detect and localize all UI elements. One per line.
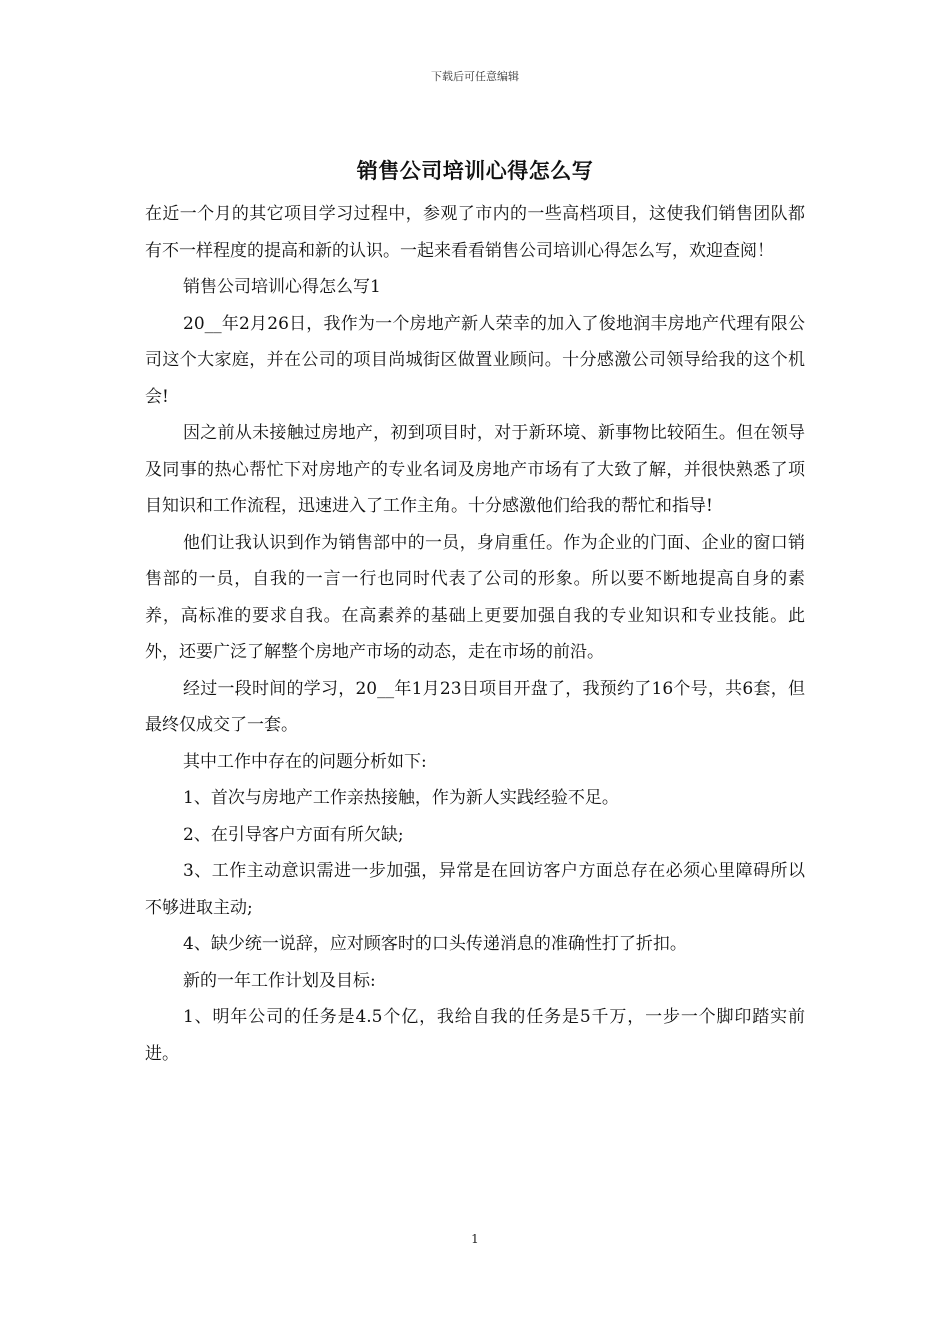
list-item: 1、首次与房地产工作亲热接触，作为新人实践经验不足。 xyxy=(183,788,619,808)
header-note: 下载后可任意编辑 xyxy=(431,70,519,83)
paragraph: 经过一段时间的学习，20__年1月23日项目开盘了，我预约了16个号，共6套，但最终仅成交了一套。 xyxy=(145,678,805,735)
page-number: 1 xyxy=(471,1232,479,1246)
document-title: 销售公司培训心得怎么写 xyxy=(356,159,594,183)
list-item: 3、工作主动意识需进一步加强，异常是在回访客户方面总存在必须心里障碍所以不够进取主动; xyxy=(145,861,805,918)
list-item: 4、缺少统一说辞，应对顾客时的口头传递消息的准确性打了折扣。 xyxy=(183,934,687,954)
paragraph: 20__年2月26日，我作为一个房地产新人荣幸的加入了俊地润丰房地产代理有限公司这个大家庭，并在公司的项目尚城街区做置业顾问。十分感激公司领导给我的这个机会! xyxy=(145,313,805,407)
document-body xyxy=(145,196,805,1072)
paragraph: 他们让我认识到作为销售部中的一员，身肩重任。作为企业的门面、企业的窗口销售部的一员，自我的一言一行也同时代表了公司的形象。所以要不断地提高自身的素养，高标准的要求自我。在高素养的基础上更要加强自我的专业知识和专业技能。此外，还要广泛了解整个房地产市场的动态，走在市场的前沿。 xyxy=(145,532,805,662)
list-item: 2、在引导客户方面有所欠缺; xyxy=(183,824,404,845)
paragraph-intro: 在近一个月的其它项目学习过程中，参观了市内的一些高档项目，这使我们销售团队都有不一样程度的提高和新的认识。一起来看看销售公司培训心得怎么写，欢迎查阅！ xyxy=(145,204,805,261)
list-item: 1、明年公司的任务是4.5个亿，我给自我的任务是5千万，一步一个脚印踏实前进。 xyxy=(145,1007,805,1064)
paragraph: 其中工作中存在的问题分析如下: xyxy=(183,751,427,772)
paragraph: 新的一年工作计划及目标: xyxy=(183,970,376,991)
section-heading: 销售公司培训心得怎么写1 xyxy=(183,277,381,297)
paragraph: 因之前从未接触过房地产，初到项目时，对于新环境、新事物比较陌生。但在领导及同事的热心帮忙下对房地产的专业名词及房地产市场有了大致了解，并很快熟悉了项目知识和工作流程，迅速进入了工作主角。十分感激他们给我的帮忙和指导! xyxy=(145,423,805,516)
